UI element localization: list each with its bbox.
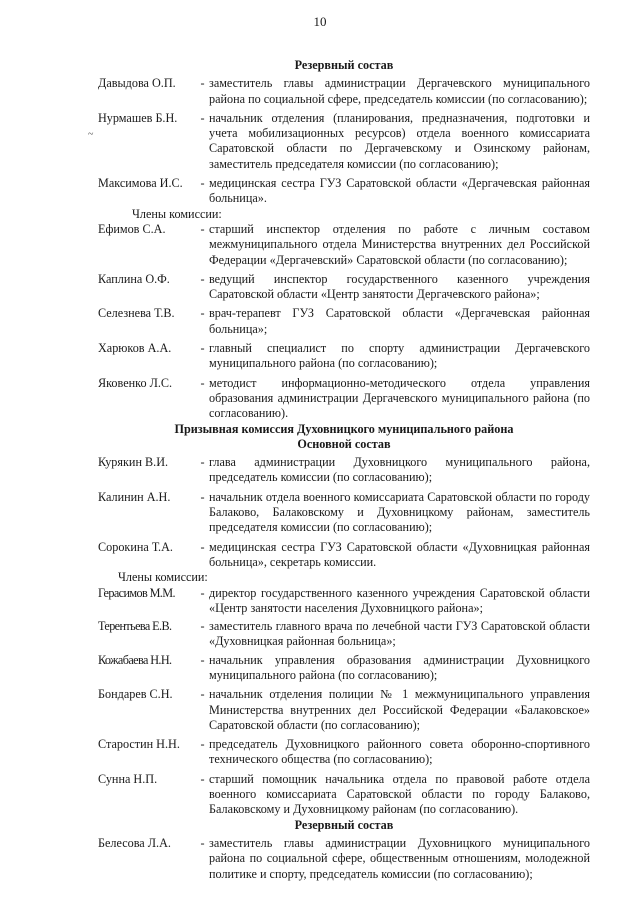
- member-role: председатель Духовницкого районного совета оборонно-спортивного технического общества (по согласованию);: [209, 737, 590, 767]
- member-name: Максимова И.С.: [98, 176, 183, 191]
- list-item: [98, 490, 590, 536]
- member-name: Селезнева Т.В.: [98, 306, 175, 321]
- member-role: старший инспектор отделения по работе с личным составом межмуниципального отдела Министерства внутренних дел Российской Федерации «Дергачевский» Саратовской области (по согласованию);: [209, 221, 590, 267]
- member-role: врач-терапевт ГУЗ Саратовской области «Дергачевская районная больница»;: [209, 306, 590, 336]
- member-name: Кожабаева Н.Н.: [98, 652, 172, 667]
- member-name: Нурмашев Б.Н.: [98, 110, 178, 125]
- list-item: [98, 687, 590, 733]
- commission-title: Призывная комиссия Духовницкого муниципального района: [174, 421, 514, 436]
- scan-mark: ~: [88, 129, 94, 140]
- dash: -: [200, 771, 205, 786]
- member-name: Сорокина Т.А.: [98, 539, 173, 554]
- list-item: [98, 772, 590, 818]
- list-item: [98, 619, 590, 650]
- dash: -: [200, 737, 205, 752]
- member-role: медицинская сестра ГУЗ Саратовской области «Дергачевская районная больница».: [209, 176, 590, 206]
- member-name: Давыдова О.П.: [98, 76, 176, 91]
- page-number: 10: [313, 14, 327, 29]
- member-role: медицинская сестра ГУЗ Саратовской области «Духовницкая районная больница», секретарь комиссии.: [209, 539, 590, 569]
- dash: -: [200, 585, 205, 600]
- dash: -: [200, 341, 205, 356]
- dash: -: [200, 306, 205, 321]
- member-name: Белесова Л.А.: [98, 835, 171, 850]
- member-role: начальник отделения полиции № 1 межмуниципального управления Министерства внутренних дел Российской Федерации «Балаковское» Саратовской области (по согласованию);: [209, 687, 590, 732]
- dash: -: [200, 176, 205, 191]
- list-item: [98, 176, 590, 207]
- member-name: Курякин В.И.: [98, 455, 169, 470]
- member-name: Яковенко Л.С.: [98, 375, 173, 390]
- member-name: Калинин А.Н.: [98, 489, 171, 504]
- list-item: [98, 272, 590, 303]
- member-name: Ефимов С.А.: [98, 221, 166, 236]
- dash: -: [200, 619, 205, 634]
- dash: -: [200, 110, 205, 125]
- list-item: [98, 376, 590, 422]
- list-item: [98, 737, 590, 768]
- list-item: [98, 540, 590, 571]
- member-role: заместитель главного врача по лечебной части ГУЗ Саратовской области «Духовницкая районная больница»;: [209, 619, 590, 649]
- dash: -: [200, 455, 205, 470]
- dash: -: [200, 221, 205, 236]
- dash: -: [200, 76, 205, 91]
- list-item: [98, 586, 590, 617]
- member-name: Бондарев С.Н.: [98, 687, 173, 702]
- dash: -: [200, 652, 205, 667]
- member-role: начальник управления образования администрации Духовницкого муниципального района (по согласованию);: [209, 652, 590, 682]
- list-item: [98, 455, 590, 486]
- member-role: старший помощник начальника отдела по правовой работе отдела военного комиссариата Саратовской области по городу Балаково, Балаковскому и Духовницкому районам (по согласованию).: [209, 771, 590, 817]
- section-heading-reserve-2: Резервный состав: [294, 817, 394, 832]
- dash: -: [200, 835, 205, 850]
- dash: -: [200, 489, 205, 504]
- dash: -: [200, 687, 205, 702]
- member-role: заместитель главы администрации Дергачевского муниципального района по социальной сфере, председатель комиссии (по согласованию);: [209, 76, 590, 106]
- dash: -: [200, 539, 205, 554]
- members-label: Члены комиссии:: [132, 206, 222, 221]
- list-item: [98, 341, 590, 372]
- list-item: [98, 111, 590, 172]
- list-item: [98, 76, 590, 107]
- member-role: директор государственного казенного учреждения Саратовской области «Центр занятости населения Духовницкого района»;: [209, 585, 590, 615]
- member-role: начальник отделения (планирования, предназначения, подготовки и учета мобилизационных ресурсов) отдела военного комиссариата Саратовской области по Дергачевскому и Озинскому районам, заместитель председателя комиссии (по согласованию);: [209, 110, 590, 171]
- member-role: методист информационно-методического отдела управления образования администрации Дергачевского муниципального района (по согласованию).: [209, 375, 590, 421]
- section-heading-reserve-1: Резервный состав: [294, 58, 394, 72]
- list-item: [98, 836, 590, 882]
- member-name: Сунна Н.П.: [98, 771, 158, 786]
- member-name: Харюков А.А.: [98, 341, 172, 356]
- document-body: [98, 58, 590, 882]
- member-role: главный специалист по спорту администрации Дергачевского муниципального района (по согласованию);: [209, 341, 590, 371]
- members-label: Члены комиссии:: [118, 570, 208, 585]
- member-role: начальник отдела военного комиссариата Саратовской области по городу Балаково, Балаковскому и Духовницкому районам, заместитель председателя комиссии (по согласованию);: [209, 489, 590, 535]
- member-role: глава администрации Духовницкого муниципального района, председатель комиссии (по согласованию);: [209, 455, 590, 485]
- member-role: заместитель главы администрации Духовницкого муниципального района по социальной сфере, общественным отношениям, молодежной политике и спорту, председатель комиссии (по согласованию);: [209, 835, 590, 881]
- dash: -: [200, 375, 205, 390]
- list-item: [98, 306, 590, 337]
- member-name: Герасимов М.М.: [98, 585, 175, 600]
- member-name: Терентьева Е.В.: [98, 619, 172, 634]
- member-role: ведущий инспектор государственного казенного учреждения Саратовской области «Центр занятости Дергачевского района»;: [209, 271, 590, 302]
- member-name: Каплина О.Ф.: [98, 271, 170, 286]
- list-item: [98, 653, 590, 684]
- dash: -: [200, 271, 205, 286]
- section-heading-main: Основной состав: [297, 436, 391, 451]
- list-item: [98, 222, 590, 268]
- member-name: Старостин Н.Н.: [98, 737, 180, 752]
